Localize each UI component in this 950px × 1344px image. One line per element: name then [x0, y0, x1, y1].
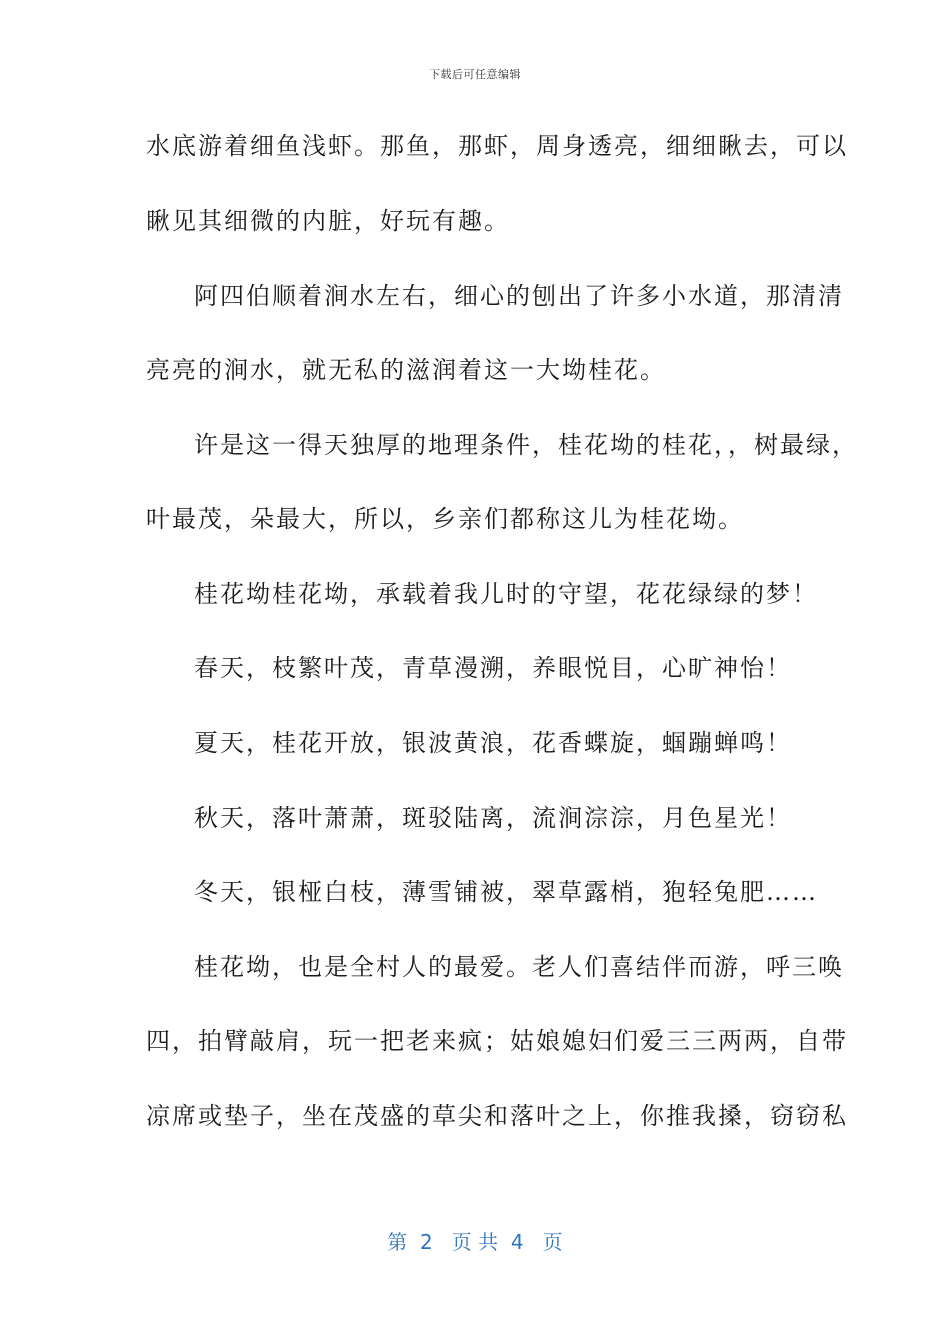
text-line: 叶最茂，朵最大，所以，乡亲们都称这儿为桂花坳。 [146, 505, 744, 533]
paragraph-start-line: 桂花坳桂花坳，承载着我儿时的守望，花花绿绿的梦！ [194, 580, 818, 608]
paragraph-start-line: 冬天，银桠白枝，薄雪铺被，翠草露梢，狍轻兔肥…… [194, 878, 818, 906]
paragraph-start-line: 春天，枝繁叶茂，青草漫溯，养眼悦目，心旷神怡！ [194, 654, 792, 682]
page-number-footer: 第 2 页 共 4 页 [387, 1230, 563, 1254]
paragraph-start-line: 许是这一得天独厚的地理条件，桂花坳的桂花，，树最绿， [194, 431, 858, 459]
text-line: 水底游着细鱼浅虾。那鱼，那虾，周身透亮，细细瞅去，可以 [146, 132, 848, 160]
header-note: 下载后可任意编辑 [429, 68, 521, 81]
text-line: 瞅见其细微的内脏，好玩有趣。 [146, 207, 510, 235]
text-line: 亮亮的涧水，就无私的滋润着这一大坳桂花。 [146, 356, 666, 384]
paragraph-start-line: 桂花坳，也是全村人的最爱。老人们喜结伴而游，呼三唤 [194, 953, 844, 981]
text-line: 四，拍臂敲肩，玩一把老来疯；姑娘媳妇们爱三三两两，自带 [146, 1027, 848, 1055]
paragraph-start-line: 阿四伯顺着涧水左右，细心的刨出了许多小水道，那清清 [194, 282, 844, 310]
text-line: 凉席或垫子，坐在茂盛的草尖和落叶之上，你推我搡，窃窃私 [146, 1102, 848, 1130]
paragraph-start-line: 夏天，桂花开放，银波黄浪，花香蝶旋，蝈蹦蝉鸣！ [194, 729, 792, 757]
paragraph-start-line: 秋天，落叶萧萧，斑驳陆离，流涧淙淙，月色星光！ [194, 804, 792, 832]
